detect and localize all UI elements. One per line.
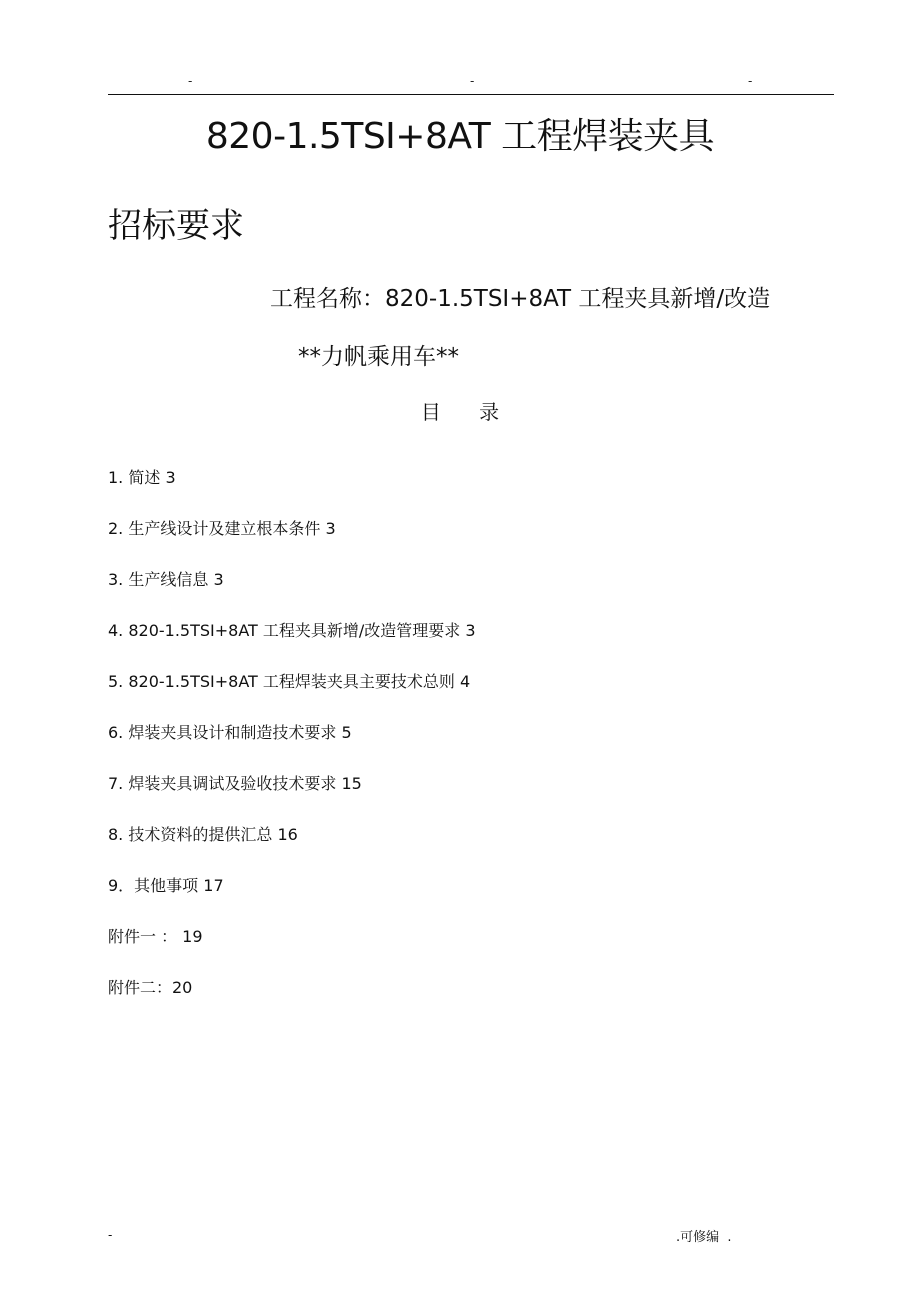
toc-item-line-design-conditions[interactable]: 2. 生产线设计及建立根本条件 3 xyxy=(108,519,336,538)
toc-item-attachment-2[interactable]: 附件二：20 xyxy=(108,978,193,997)
project-name: 工程名称：820-1.5TSI+8AT 工程夹具新增/改造 xyxy=(270,286,771,312)
toc-item-management-requirements[interactable]: 4. 820-1.5TSI+8AT 工程夹具新增/改造管理要求 3 xyxy=(108,621,476,640)
section-heading: 招标要求 xyxy=(108,206,244,246)
header-mark-center: - xyxy=(470,74,475,88)
footer-left-mark: - xyxy=(108,1228,113,1242)
toc-item-attachment-1[interactable]: 附件一 ： 19 xyxy=(108,927,203,946)
table-of-contents xyxy=(108,466,476,1027)
toc-item-line-info[interactable]: 3. 生产线信息 3 xyxy=(108,570,224,589)
toc-item-technical-principles[interactable]: 5. 820-1.5TSI+8AT 工程焊装夹具主要技术总则 4 xyxy=(108,672,471,691)
header-mark-right: - xyxy=(748,74,753,88)
header-divider xyxy=(108,94,834,95)
page-header xyxy=(108,74,834,88)
toc-item-commissioning-acceptance[interactable]: 7. 焊装夹具调试及验收技术要求 15 xyxy=(108,774,362,793)
toc-item-design-manufacturing[interactable]: 6. 焊装夹具设计和制造技术要求 5 xyxy=(108,723,352,742)
toc-item-other-matters[interactable]: 9．其他事项 17 xyxy=(108,876,224,895)
header-mark-left: - xyxy=(188,74,193,88)
footer-editable-note: .可修编 . xyxy=(676,1230,732,1245)
toc-item-technical-documents[interactable]: 8. 技术资料的提供汇总 16 xyxy=(108,825,298,844)
company-name: **力帆乘用车** xyxy=(298,344,459,370)
toc-heading: 目 录 xyxy=(420,400,500,424)
toc-item-overview[interactable]: 1. 简述 3 xyxy=(108,468,176,487)
document-title: 820-1.5TSI+8AT 工程焊装夹具 xyxy=(205,116,715,157)
